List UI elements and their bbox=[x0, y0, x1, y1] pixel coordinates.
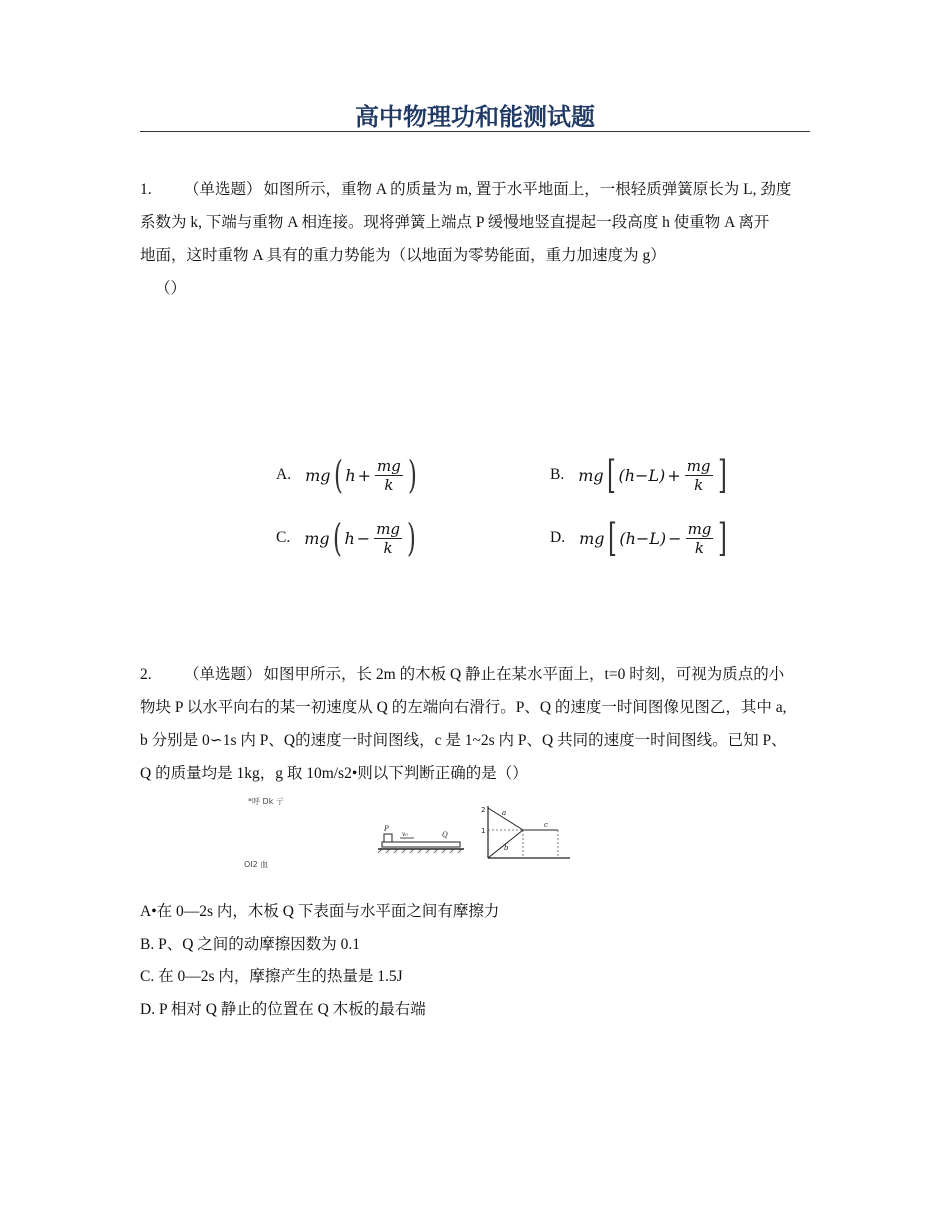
velocity-time-graph bbox=[478, 802, 574, 862]
question-1-line-1-text: 如图所示，重物 A 的质量为 m, 置于水平地面上，一根轻质弹簧原长为 L, 劲度 bbox=[263, 181, 792, 198]
option-c-letter: C. bbox=[276, 529, 291, 546]
graph-label-a: a bbox=[502, 809, 507, 817]
option-b-operator: + bbox=[667, 465, 681, 485]
question-1-tag: （单选题） bbox=[184, 181, 262, 198]
question-1-line-3: 地面，这时重物 A 具有的重力势能为（以地面为零势能面，重力加速度为 g） bbox=[140, 247, 666, 264]
option-a-denominator: k bbox=[384, 475, 394, 494]
option-c-close-paren: ) bbox=[406, 516, 416, 560]
block-p-shape bbox=[384, 834, 392, 842]
question-2-line-3: b 分别是 0∽1s 内 P、Q的速度一时间图线，c 是 1~2s 内 P、Q 共同的速度一时间图线。已知 P、 bbox=[140, 732, 787, 749]
option-b-close-bracket: ] bbox=[717, 453, 727, 497]
title-underline bbox=[140, 131, 810, 132]
question-1-option-d[interactable] bbox=[550, 516, 730, 560]
question-2-choice-c[interactable]: C. 在 0—2s 内，摩擦产生的热量是 1.5J bbox=[140, 968, 403, 985]
question-1-number: 1. bbox=[140, 181, 152, 198]
option-a-prefix: mg bbox=[305, 465, 331, 485]
question-1-answer-paren: （） bbox=[155, 280, 187, 297]
option-a-close-paren: ) bbox=[407, 453, 417, 497]
question-2-line-2: 物块 P 以水平向右的某一初速度从 Q 的左端向右滑行。P、Q 的速度一时间图像见图乙，其中 a, bbox=[140, 699, 787, 716]
question-1-line-1 bbox=[140, 173, 812, 206]
question-1-option-b[interactable] bbox=[550, 453, 729, 497]
option-c-fraction bbox=[374, 520, 402, 557]
question-2-text bbox=[140, 658, 812, 790]
option-d-inner: (h−L) bbox=[619, 528, 667, 548]
option-d-fraction bbox=[686, 520, 714, 557]
block-p-label: P bbox=[384, 825, 389, 833]
option-b-numerator: mg bbox=[686, 456, 711, 475]
option-d-close-bracket: ] bbox=[718, 516, 728, 560]
option-d-denominator: k bbox=[694, 538, 705, 557]
option-d-operator: − bbox=[668, 528, 682, 548]
question-2-choice-a[interactable]: A•在 0—2s 内，木板 Q 下表面与水平面之间有摩擦力 bbox=[140, 903, 500, 920]
option-b-fraction bbox=[685, 457, 713, 494]
option-b-inner: (h−L) bbox=[618, 465, 666, 485]
option-a-fraction bbox=[375, 457, 403, 494]
question-1-option-a[interactable] bbox=[276, 453, 420, 497]
graph-y-tick-2: 2 bbox=[481, 806, 486, 814]
option-b-letter: B. bbox=[550, 466, 565, 483]
graph-label-c: c bbox=[544, 821, 548, 829]
option-b-formula bbox=[578, 453, 729, 497]
option-c-numerator: mg bbox=[376, 519, 401, 538]
option-b-prefix: mg bbox=[578, 465, 604, 485]
question-2-line-1 bbox=[140, 658, 812, 691]
question-2-choice-d[interactable]: D. P 相对 Q 静止的位置在 Q 木板的最右端 bbox=[140, 1001, 426, 1018]
option-d-numerator: mg bbox=[687, 519, 712, 538]
option-c-open-paren: ( bbox=[332, 516, 342, 560]
page-title: 高中物理功和能测试题 bbox=[355, 103, 595, 131]
option-a-open-paren: ( bbox=[333, 453, 343, 497]
option-a-numerator: mg bbox=[377, 456, 401, 475]
graph-label-b: b bbox=[504, 844, 509, 852]
board-block-figure bbox=[376, 818, 468, 856]
option-c-operator: − bbox=[356, 528, 371, 548]
question-1-line-2: 系数为 k, 下端与重物 A 相连接。现将弹簧上端点 P 缓慢地竖直提起一段高度 h 使重物 A 离开 bbox=[140, 214, 770, 231]
option-c-formula bbox=[304, 516, 419, 560]
question-2-line-1-text: 如图甲所示，长 2m 的木板 Q 静止在某水平面上，t=0 时刻，可视为质点的小 bbox=[263, 666, 785, 683]
question-2-choice-b[interactable]: B. P、Q 之间的动摩擦因数为 0.1 bbox=[140, 936, 361, 953]
option-b-open-bracket: [ bbox=[606, 453, 616, 497]
option-d-formula bbox=[579, 516, 730, 560]
option-c-denominator: k bbox=[383, 538, 393, 557]
figure-label-bottom: OI2 血 bbox=[244, 860, 269, 869]
option-d-prefix: mg bbox=[579, 528, 605, 548]
option-d-open-bracket: [ bbox=[607, 516, 617, 560]
option-c-prefix: mg bbox=[304, 528, 330, 548]
board-q-label: Q bbox=[442, 831, 448, 839]
board-q-shape bbox=[382, 842, 460, 847]
question-2-line-4: Q 的质量均是 1kg，g 取 10m/s2•则以下判断正确的是（） bbox=[140, 765, 528, 782]
graph-y-tick-1: 1 bbox=[481, 827, 486, 835]
option-a-formula bbox=[305, 453, 420, 497]
v0-label: v₀ bbox=[402, 831, 408, 838]
option-a-letter: A. bbox=[276, 466, 292, 483]
figure-label-top: *呼 Dk 亍 bbox=[248, 797, 284, 806]
option-a-operator: + bbox=[357, 465, 372, 485]
option-c-inner: h bbox=[344, 528, 355, 548]
question-2-tag: （单选题） bbox=[184, 666, 262, 683]
question-2-number: 2. bbox=[140, 666, 152, 683]
question-1-option-c[interactable] bbox=[276, 516, 419, 560]
option-b-denominator: k bbox=[694, 475, 704, 494]
question-1-text bbox=[140, 173, 812, 272]
option-a-inner: h bbox=[345, 465, 356, 485]
option-d-letter: D. bbox=[550, 529, 566, 546]
